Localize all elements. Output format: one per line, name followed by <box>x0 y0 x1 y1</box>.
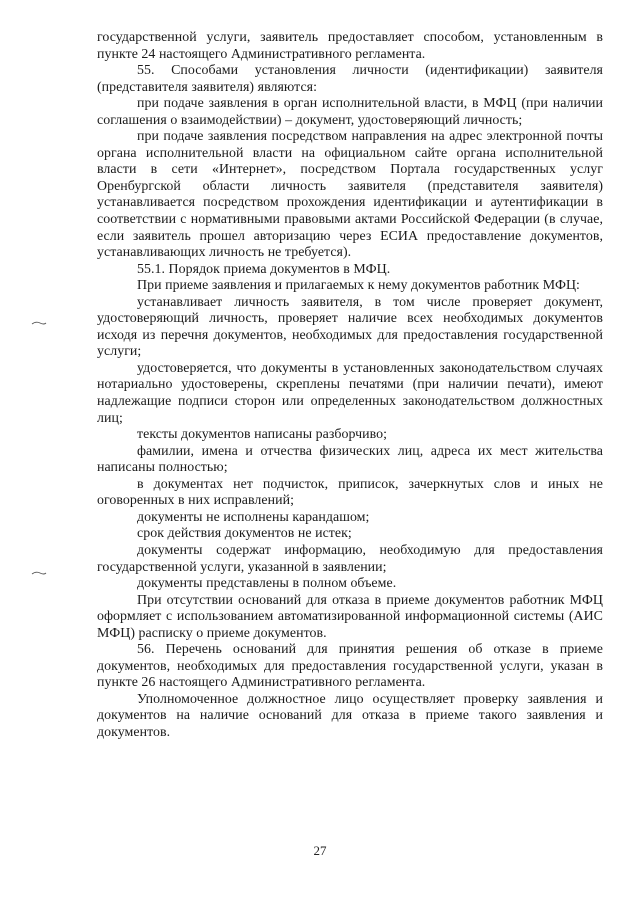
paragraph: 55.1. Порядок приема документов в МФЦ. <box>137 261 391 277</box>
margin-scan-mark <box>31 570 47 576</box>
paragraph: фамилии, имена и отчества физических лиц, адреса их мест жительства написаны полностью; <box>97 443 603 476</box>
document-body <box>97 30 603 742</box>
paragraph: государственной услуги, заявитель предоставляет способом, установленным в пункте 24 настоящего Административного регламента. <box>97 30 603 62</box>
margin-scan-mark <box>31 320 47 326</box>
paragraph: При приеме заявления и прилагаемых к нему документов работник МФЦ: <box>137 278 580 294</box>
paragraph: 56. Перечень оснований для принятия решения об отказе в приеме документов, необходимых для предоставления государственной услуги, указан в пункте 26 настоящего Административного регламента. <box>97 642 603 691</box>
page-number: 27 <box>313 843 327 858</box>
paragraph: документы представлены в полном объеме. <box>137 576 397 592</box>
paragraph: 55. Способами установления личности (идентификации) заявителя (представителя заявителя) являются: <box>97 63 603 95</box>
paragraph: документы содержат информацию, необходимую для предоставления государственной услуги, указанной в заявлении; <box>97 542 603 575</box>
paragraph: Уполномоченное должностное лицо осуществляет проверку заявления и документов на наличие оснований для отказа в приеме такого заявления и документов. <box>97 691 603 740</box>
paragraph: устанавливает личность заявителя, в том числе проверяет документ, удостоверяющий личность, проверяет наличие всех необходимых документов исходя из перечня документов, необходимых для предоставления государственной услуги; <box>97 294 603 360</box>
paragraph: При отсутствии оснований для отказа в приеме документов работник МФЦ оформляет с использованием автоматизированной информационной системы (АИС МФЦ) расписку о приеме документов. <box>97 592 603 641</box>
paragraph: тексты документов написаны разборчиво; <box>137 427 388 443</box>
paragraph: срок действия документов не истек; <box>137 526 352 542</box>
paragraph: в документах нет подчисток, приписок, зачеркнутых слов и иных не оговоренных в них исправлений; <box>97 476 603 509</box>
paragraph: при подаче заявления в орган исполнительной власти, в МФЦ (при наличии соглашения о взаимодействии) – документ, удостоверяющий личность; <box>97 96 603 128</box>
paragraph: удостоверяется, что документы в установленных законодательством случаях нотариально удостоверены, скреплены печатями (при наличии печати), имеют надлежащие подписи сторон или определенных законодательством должностных лиц; <box>97 360 603 426</box>
paragraph: при подаче заявления посредством направления на адрес электронной почты органа исполнительной власти на официальном сайте органа исполнительной власти в сети «Интернет», посредством Портала государственных услуг Оренбургской области личность заявителя (представителя заявителя) устанавливается посредством прохождения идентификации и аутентификации в соответствии с нормативными правовыми актами Российской Федерации (в случае, если заявитель прошел авторизацию через ЕСИА предоставление документов, устанавливающих личность не требуется). <box>97 129 603 261</box>
paragraph: документы не исполнены карандашом; <box>137 509 370 525</box>
